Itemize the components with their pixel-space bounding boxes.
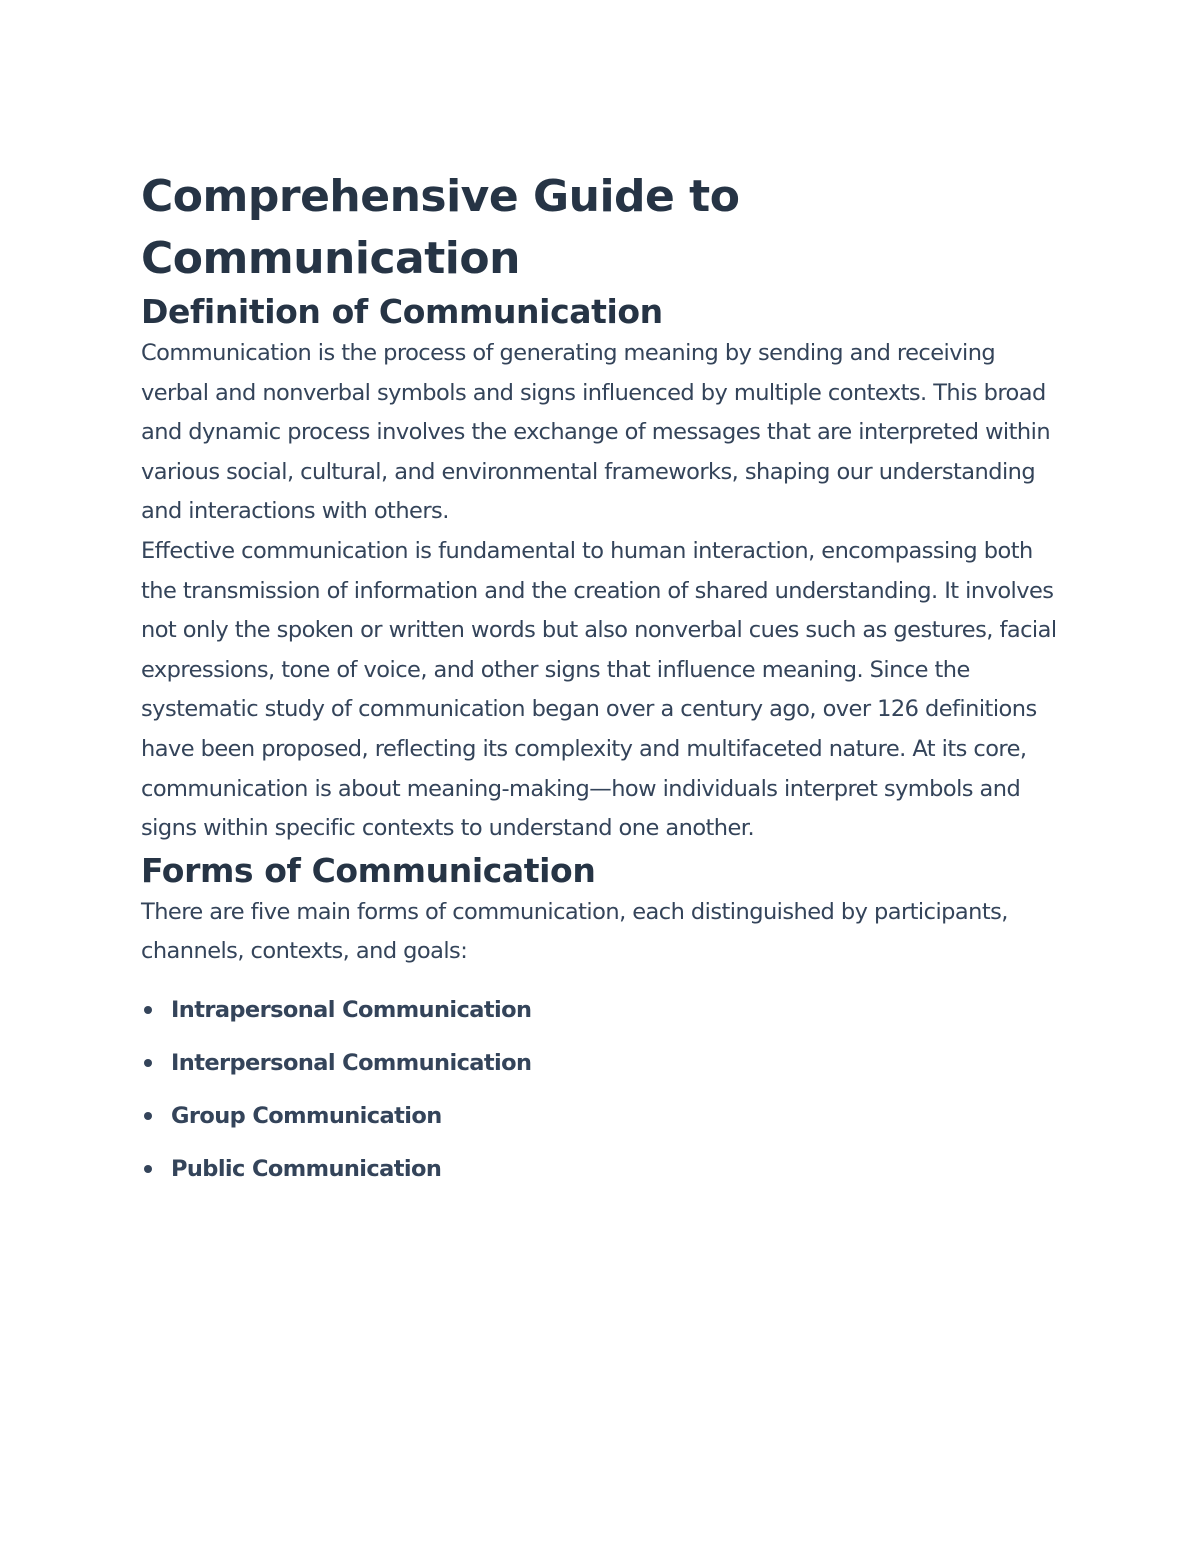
list-item xyxy=(141,1090,1060,1143)
page-title: Comprehensive Guide to Communication xyxy=(141,171,740,284)
list-item xyxy=(141,1037,1060,1090)
bullet-icon xyxy=(144,1112,152,1120)
definition-paragraph-2: Effective communication is fundamental to human interaction, encompassing both the transmission of information and the creation of shared understanding. It involves not only the spoken or written words but also nonverbal cues such as gestures, facial expressions, tone of voice, and other signs that influence meaning. Since the systematic study of communication began over a century ago, over 126 definitions have been proposed, reflecting its complexity and multifaceted nature. At its core, communication is about meaning-making—how individuals interpret symbols and signs within specific contexts to understand one another. xyxy=(141,537,1057,842)
bullet-icon xyxy=(144,1006,152,1014)
list-item-label: Intrapersonal Communication xyxy=(171,996,532,1023)
section-heading-forms: Forms of Communication xyxy=(141,850,596,890)
list-item-label: Group Communication xyxy=(171,1102,442,1129)
bullet-icon xyxy=(144,1059,152,1067)
list-item xyxy=(141,1143,1060,1196)
forms-intro-paragraph: There are five main forms of communication, each distinguished by participants, channels, contexts, and goals: xyxy=(141,898,1008,965)
list-item-label: Public Communication xyxy=(171,1155,442,1182)
forms-list xyxy=(141,984,1060,1196)
bullet-icon xyxy=(144,1165,152,1173)
list-item xyxy=(141,984,1060,1037)
definition-paragraph-1: Communication is the process of generating meaning by sending and receiving verbal and nonverbal symbols and signs influenced by multiple contexts. This broad and dynamic process involves the exchange of messages that are interpreted within various social, cultural, and environmental frameworks, shaping our understanding and interactions with others. xyxy=(141,340,1051,525)
list-item-label: Interpersonal Communication xyxy=(171,1049,532,1076)
section-heading-definition: Definition of Communication xyxy=(141,292,663,331)
